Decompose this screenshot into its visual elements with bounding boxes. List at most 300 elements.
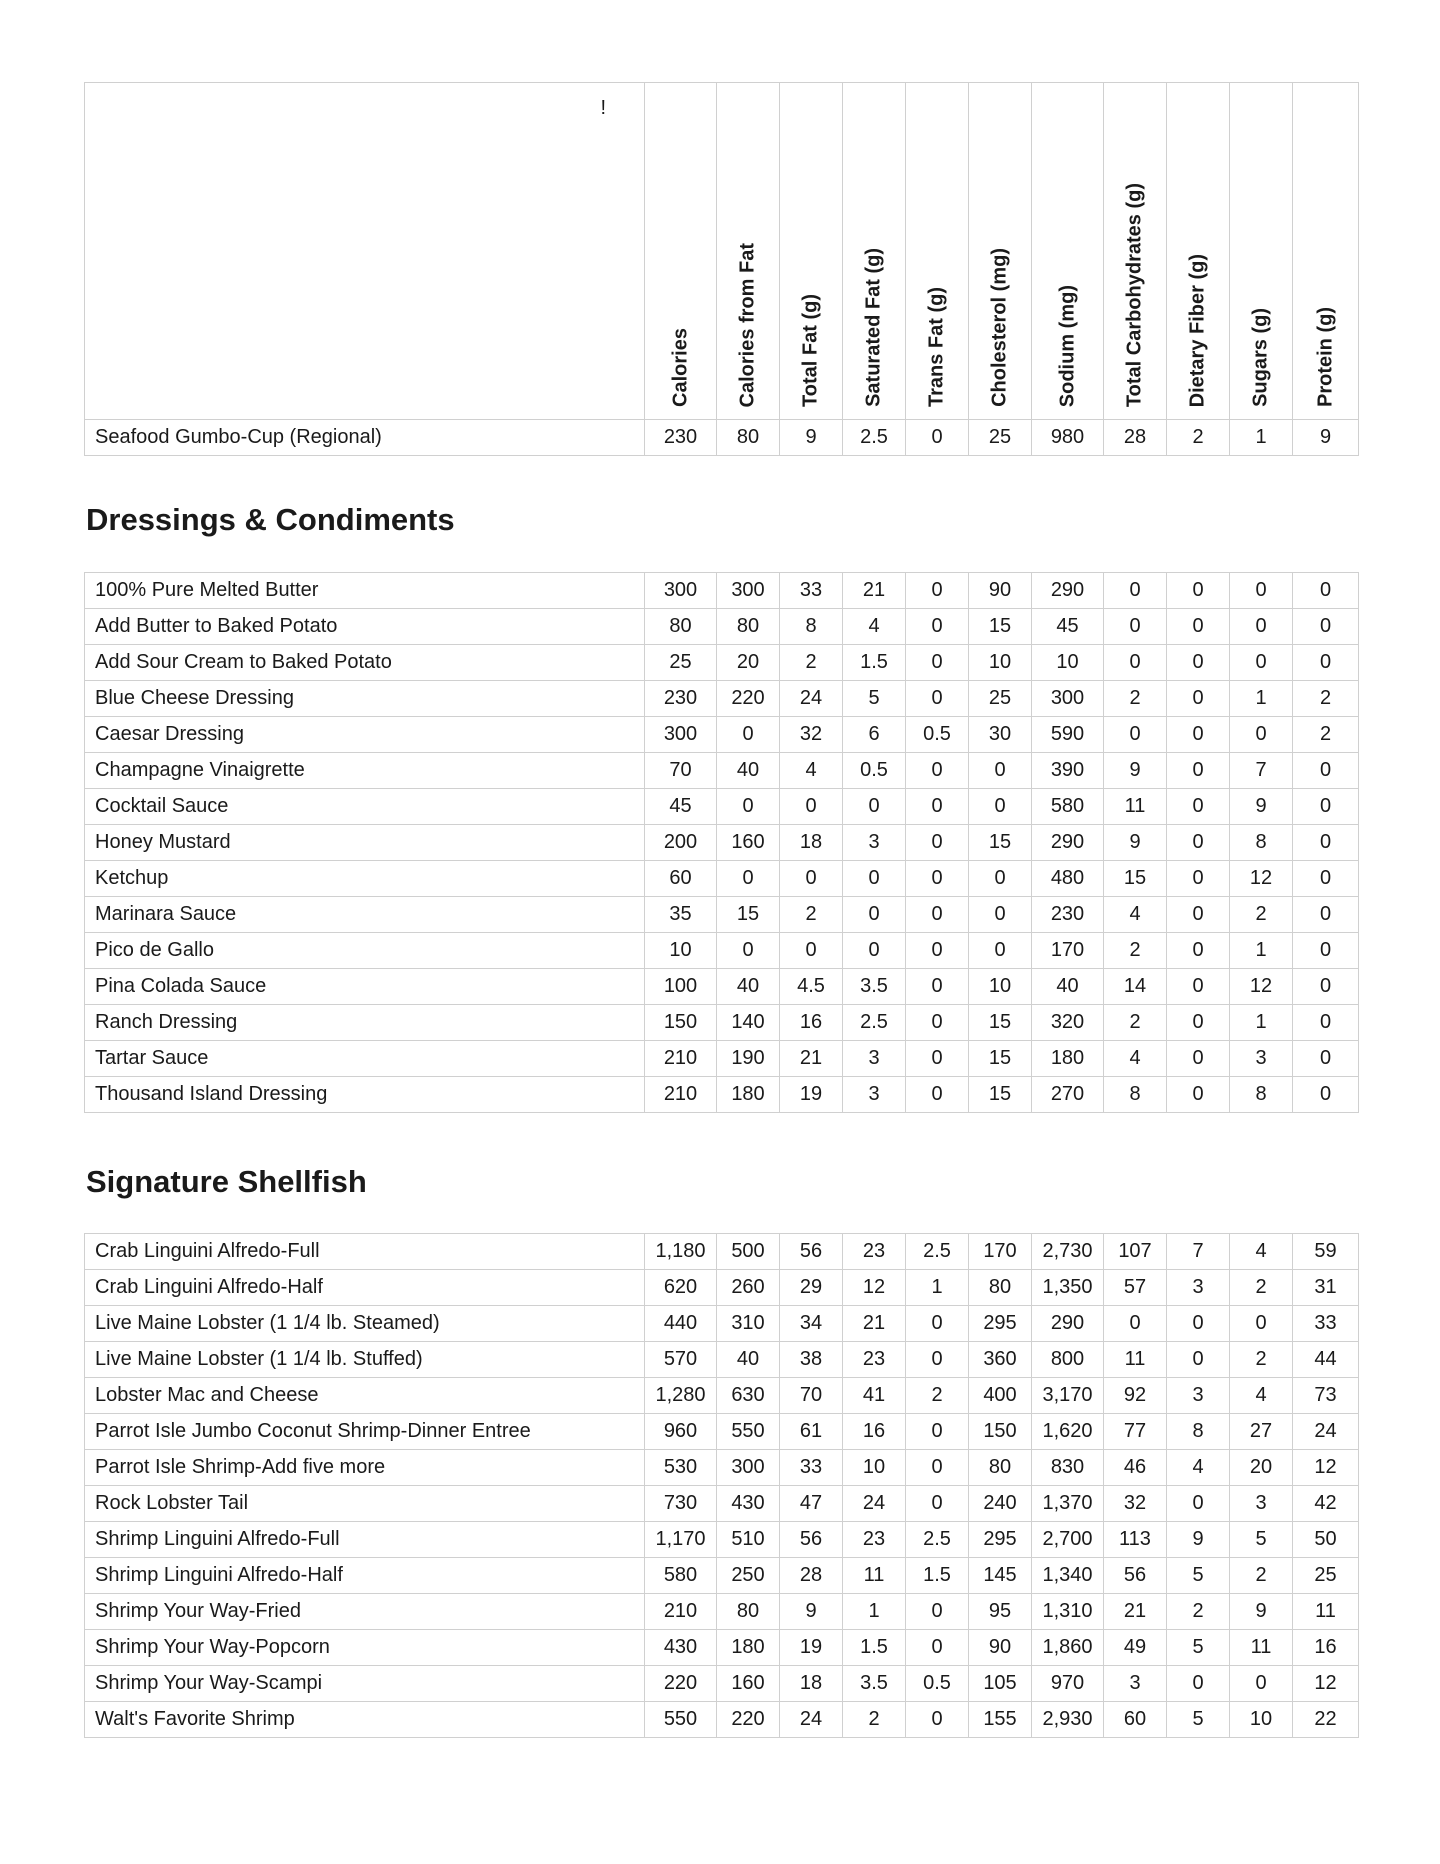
nutrient-value: 10 — [1230, 1702, 1293, 1738]
nutrient-value: 230 — [645, 420, 717, 456]
table-row — [85, 1630, 1359, 1666]
nutrient-value: 2.5 — [906, 1234, 969, 1270]
nutrient-value: 0 — [1293, 1077, 1359, 1113]
nutrient-value: 1 — [843, 1594, 906, 1630]
nutrient-value: 0 — [906, 1594, 969, 1630]
nutrient-value: 1,860 — [1032, 1630, 1104, 1666]
nutrient-value: 8 — [1167, 1414, 1230, 1450]
nutrient-value: 0 — [1167, 1486, 1230, 1522]
nutrient-value: 0 — [1293, 573, 1359, 609]
nutrient-value: 590 — [1032, 717, 1104, 753]
nutrient-value: 2 — [1104, 1005, 1167, 1041]
nutrient-value: 90 — [969, 1630, 1032, 1666]
nutrient-value: 530 — [645, 1450, 717, 1486]
nutrient-value: 270 — [1032, 1077, 1104, 1113]
nutrient-value: 580 — [1032, 789, 1104, 825]
nutrient-value: 0 — [1167, 1077, 1230, 1113]
nutrient-value: 390 — [1032, 753, 1104, 789]
table-row — [85, 969, 1359, 1005]
item-name: Caesar Dressing — [85, 717, 645, 753]
nutrient-value: 1,170 — [645, 1522, 717, 1558]
nutrient-value: 15 — [969, 1041, 1032, 1077]
nutrient-value: 3 — [843, 1041, 906, 1077]
nutrient-value: 360 — [969, 1342, 1032, 1378]
item-name: Cocktail Sauce — [85, 789, 645, 825]
item-name: Ranch Dressing — [85, 1005, 645, 1041]
nutrient-value: 0 — [906, 933, 969, 969]
nutrient-value: 80 — [969, 1270, 1032, 1306]
nutrient-value: 9 — [1167, 1522, 1230, 1558]
nutrient-value: 2 — [1167, 1594, 1230, 1630]
nutrient-value: 10 — [1032, 645, 1104, 681]
nutrient-value: 0 — [1293, 897, 1359, 933]
nutrient-value: 35 — [645, 897, 717, 933]
table-row — [85, 681, 1359, 717]
nutrient-value: 150 — [969, 1414, 1032, 1450]
nutrient-value: 0 — [843, 861, 906, 897]
nutrient-value: 0 — [1230, 609, 1293, 645]
item-name: Marinara Sauce — [85, 897, 645, 933]
nutrient-value: 80 — [645, 609, 717, 645]
nutrient-value: 80 — [717, 1594, 780, 1630]
nutrient-value: 11 — [1104, 789, 1167, 825]
nutrient-value: 980 — [1032, 420, 1104, 456]
table-row — [85, 645, 1359, 681]
item-name: Honey Mustard — [85, 825, 645, 861]
nutrient-value: 3 — [1167, 1270, 1230, 1306]
nutrient-value: 21 — [843, 1306, 906, 1342]
nutrient-value: 56 — [780, 1234, 843, 1270]
table-row — [85, 789, 1359, 825]
column-header-calories: Calories — [645, 83, 717, 420]
nutrient-value: 0 — [1167, 573, 1230, 609]
nutrient-value: 47 — [780, 1486, 843, 1522]
nutrient-value: 1 — [1230, 933, 1293, 969]
nutrient-value: 300 — [717, 1450, 780, 1486]
nutrient-value: 430 — [717, 1486, 780, 1522]
nutrient-value: 56 — [1104, 1558, 1167, 1594]
nutrient-value: 0 — [906, 825, 969, 861]
nutrient-value: 4 — [1104, 1041, 1167, 1077]
nutrient-value: 49 — [1104, 1630, 1167, 1666]
column-header-cholesterol: Cholesterol (mg) — [969, 83, 1032, 420]
nutrient-value: 0 — [1167, 609, 1230, 645]
nutrient-value: 92 — [1104, 1378, 1167, 1414]
nutrient-value: 4 — [780, 753, 843, 789]
section-title-dressings: Dressings & Condiments — [86, 502, 455, 537]
nutrient-value: 5 — [1167, 1558, 1230, 1594]
nutrient-value: 45 — [645, 789, 717, 825]
nutrient-value: 2 — [780, 645, 843, 681]
nutrient-value: 0 — [1293, 933, 1359, 969]
nutrient-value: 4 — [843, 609, 906, 645]
nutrient-value: 440 — [645, 1306, 717, 1342]
nutrient-value: 2,930 — [1032, 1702, 1104, 1738]
nutrient-value: 3 — [1230, 1486, 1293, 1522]
nutrient-value: 0 — [969, 897, 1032, 933]
nutrient-value: 59 — [1293, 1234, 1359, 1270]
nutrient-value: 9 — [1230, 789, 1293, 825]
nutrient-value: 4.5 — [780, 969, 843, 1005]
nutrient-value: 1,340 — [1032, 1558, 1104, 1594]
nutrient-value: 70 — [780, 1378, 843, 1414]
nutrient-value: 295 — [969, 1306, 1032, 1342]
item-name: Champagne Vinaigrette — [85, 753, 645, 789]
nutrient-value: 200 — [645, 825, 717, 861]
nutrient-value: 12 — [843, 1270, 906, 1306]
nutrient-value: 2 — [843, 1702, 906, 1738]
nutrient-value: 38 — [780, 1342, 843, 1378]
nutrient-value: 630 — [717, 1378, 780, 1414]
nutrient-value: 310 — [717, 1306, 780, 1342]
nutrient-value: 11 — [1230, 1630, 1293, 1666]
nutrient-value: 0 — [717, 717, 780, 753]
table-row — [85, 1450, 1359, 1486]
nutrient-value: 0 — [1167, 681, 1230, 717]
nutrient-value: 57 — [1104, 1270, 1167, 1306]
nutrient-value: 50 — [1293, 1522, 1359, 1558]
nutrient-value: 12 — [1293, 1666, 1359, 1702]
nutrient-value: 8 — [1230, 1077, 1293, 1113]
nutrient-value: 160 — [717, 1666, 780, 1702]
nutrient-value: 1.5 — [843, 645, 906, 681]
nutrient-value: 60 — [1104, 1702, 1167, 1738]
nutrient-value: 2 — [1230, 897, 1293, 933]
nutrient-value: 21 — [780, 1041, 843, 1077]
table-row — [85, 1005, 1359, 1041]
nutrient-value: 300 — [645, 573, 717, 609]
nutrient-value: 46 — [1104, 1450, 1167, 1486]
nutrient-value: 12 — [1230, 969, 1293, 1005]
table-row — [85, 609, 1359, 645]
nutrient-value: 28 — [780, 1558, 843, 1594]
nutrient-value: 23 — [843, 1342, 906, 1378]
nutrient-value: 1.5 — [843, 1630, 906, 1666]
nutrient-value: 7 — [1167, 1234, 1230, 1270]
nutrient-value: 500 — [717, 1234, 780, 1270]
nutrient-value: 0 — [906, 969, 969, 1005]
nutrient-value: 170 — [969, 1234, 1032, 1270]
nutrient-value: 29 — [780, 1270, 843, 1306]
nutrient-value: 0 — [1293, 969, 1359, 1005]
nutrient-value: 100 — [645, 969, 717, 1005]
nutrient-value: 145 — [969, 1558, 1032, 1594]
nutrient-value: 15 — [717, 897, 780, 933]
nutrient-value: 300 — [645, 717, 717, 753]
nutrient-value: 4 — [1167, 1450, 1230, 1486]
item-name: Tartar Sauce — [85, 1041, 645, 1077]
dressings-table-body — [85, 573, 1359, 1113]
nutrient-value: 0 — [1293, 825, 1359, 861]
nutrient-value: 105 — [969, 1666, 1032, 1702]
nutrient-value: 0 — [969, 789, 1032, 825]
table-row — [85, 1342, 1359, 1378]
nutrient-value: 60 — [645, 861, 717, 897]
nutrient-value: 16 — [843, 1414, 906, 1450]
nutrient-value: 0 — [1167, 1666, 1230, 1702]
nutrient-value: 27 — [1230, 1414, 1293, 1450]
nutrient-value: 24 — [780, 681, 843, 717]
table-row — [85, 1077, 1359, 1113]
table-row — [85, 1594, 1359, 1630]
nutrient-value: 2,730 — [1032, 1234, 1104, 1270]
item-name: Shrimp Your Way-Fried — [85, 1594, 645, 1630]
nutrient-value: 19 — [780, 1630, 843, 1666]
nutrient-value: 2 — [1104, 681, 1167, 717]
nutrient-value: 4 — [1230, 1234, 1293, 1270]
nutrient-value: 550 — [645, 1702, 717, 1738]
nutrient-value: 0 — [1167, 897, 1230, 933]
table-row — [85, 1666, 1359, 1702]
nutrient-value: 0 — [1167, 825, 1230, 861]
nutrient-value: 220 — [645, 1666, 717, 1702]
nutrient-value: 25 — [969, 420, 1032, 456]
nutrient-value: 0 — [780, 933, 843, 969]
nutrient-value: 300 — [1032, 681, 1104, 717]
nutrient-value: 44 — [1293, 1342, 1359, 1378]
nutrient-value: 16 — [780, 1005, 843, 1041]
table-row — [85, 1306, 1359, 1342]
nutrient-value: 6 — [843, 717, 906, 753]
nutrient-value: 80 — [969, 1450, 1032, 1486]
nutrient-value: 15 — [969, 1077, 1032, 1113]
nutrient-value: 3 — [1230, 1041, 1293, 1077]
nutrient-value: 0 — [906, 1077, 969, 1113]
nutrient-value: 1,310 — [1032, 1594, 1104, 1630]
table-row — [85, 1234, 1359, 1270]
nutrient-value: 0 — [1293, 1041, 1359, 1077]
nutrient-value: 1 — [1230, 681, 1293, 717]
nutrient-value: 3 — [1167, 1378, 1230, 1414]
nutrient-value: 61 — [780, 1414, 843, 1450]
nutrient-value: 0 — [1167, 969, 1230, 1005]
nutrient-value: 1 — [1230, 1005, 1293, 1041]
nutrient-value: 113 — [1104, 1522, 1167, 1558]
item-name: Walt's Favorite Shrimp — [85, 1702, 645, 1738]
nutrient-value: 0 — [1167, 1041, 1230, 1077]
item-name: Parrot Isle Jumbo Coconut Shrimp-Dinner Entree — [85, 1414, 645, 1450]
nutrient-value: 0 — [906, 1450, 969, 1486]
table-row — [85, 1558, 1359, 1594]
header-corner-cell — [85, 83, 645, 420]
nutrient-value: 150 — [645, 1005, 717, 1041]
nutrient-value: 10 — [969, 969, 1032, 1005]
nutrient-value: 2 — [1293, 717, 1359, 753]
nutrient-value: 21 — [843, 573, 906, 609]
nutrient-value: 240 — [969, 1486, 1032, 1522]
nutrient-value: 2.5 — [843, 420, 906, 456]
nutrient-value: 23 — [843, 1522, 906, 1558]
nutrient-value: 33 — [780, 573, 843, 609]
nutrient-value: 0 — [1104, 645, 1167, 681]
nutrient-value: 9 — [1104, 753, 1167, 789]
nutrient-value: 0 — [1104, 1306, 1167, 1342]
nutrient-value: 0 — [906, 1041, 969, 1077]
column-header-total-carbohydrates: Total Carbohydrates (g) — [1104, 83, 1167, 420]
nutrient-value: 230 — [645, 681, 717, 717]
item-name: Pina Colada Sauce — [85, 969, 645, 1005]
nutrient-value: 8 — [1104, 1077, 1167, 1113]
nutrient-value: 2 — [1293, 681, 1359, 717]
item-name: Thousand Island Dressing — [85, 1077, 645, 1113]
nutrient-value: 31 — [1293, 1270, 1359, 1306]
nutrient-value: 80 — [717, 420, 780, 456]
nutrient-value: 25 — [969, 681, 1032, 717]
nutrient-value: 0 — [906, 645, 969, 681]
nutrient-value: 28 — [1104, 420, 1167, 456]
item-name: Rock Lobster Tail — [85, 1486, 645, 1522]
nutrient-value: 160 — [717, 825, 780, 861]
item-name: Blue Cheese Dressing — [85, 681, 645, 717]
item-name: Add Butter to Baked Potato — [85, 609, 645, 645]
nutrient-value: 11 — [1104, 1342, 1167, 1378]
nutrient-value: 0 — [1230, 645, 1293, 681]
nutrient-value: 210 — [645, 1041, 717, 1077]
nutrient-value: 2 — [1230, 1342, 1293, 1378]
nutrient-value: 0 — [969, 861, 1032, 897]
nutrient-value: 24 — [1293, 1414, 1359, 1450]
nutrient-value: 16 — [1293, 1630, 1359, 1666]
nutrient-value: 0 — [1104, 573, 1167, 609]
nutrient-value: 19 — [780, 1077, 843, 1113]
nutrient-value: 0 — [1104, 609, 1167, 645]
item-name: 100% Pure Melted Butter — [85, 573, 645, 609]
nutrient-value: 0 — [1167, 861, 1230, 897]
nutrient-value: 300 — [717, 573, 780, 609]
nutrient-value: 8 — [780, 609, 843, 645]
nutrient-value: 0 — [1293, 753, 1359, 789]
nutrient-value: 9 — [1293, 420, 1359, 456]
nutrient-value: 9 — [780, 1594, 843, 1630]
nutrient-value: 220 — [717, 681, 780, 717]
nutrient-value: 0 — [906, 1306, 969, 1342]
nutrient-value: 1,350 — [1032, 1270, 1104, 1306]
table-row — [85, 861, 1359, 897]
column-header-saturated-fat: Saturated Fat (g) — [843, 83, 906, 420]
nutrient-value: 1 — [906, 1270, 969, 1306]
table-row — [85, 1041, 1359, 1077]
item-name: Lobster Mac and Cheese — [85, 1378, 645, 1414]
table-row — [85, 825, 1359, 861]
nutrient-value: 80 — [717, 609, 780, 645]
nutrient-value: 0 — [1167, 1342, 1230, 1378]
nutrient-value: 0.5 — [906, 717, 969, 753]
table-row — [85, 897, 1359, 933]
nutrient-value: 20 — [1230, 1450, 1293, 1486]
nutrient-value: 320 — [1032, 1005, 1104, 1041]
nutrient-value: 1,180 — [645, 1234, 717, 1270]
nutrient-value: 0 — [780, 789, 843, 825]
item-name: Pico de Gallo — [85, 933, 645, 969]
nutrient-value: 32 — [780, 717, 843, 753]
nutrient-value: 30 — [969, 717, 1032, 753]
nutrient-value: 0 — [906, 681, 969, 717]
nutrient-value: 180 — [1032, 1041, 1104, 1077]
nutrient-value: 5 — [1230, 1522, 1293, 1558]
nutrient-value: 90 — [969, 573, 1032, 609]
nutrient-value: 0 — [906, 1342, 969, 1378]
nutrient-value: 0 — [1167, 717, 1230, 753]
nutrient-value: 2.5 — [843, 1005, 906, 1041]
nutrient-value: 3 — [843, 825, 906, 861]
nutrient-value: 1 — [1230, 420, 1293, 456]
nutrient-value: 45 — [1032, 609, 1104, 645]
nutrient-value: 4 — [1104, 897, 1167, 933]
nutrient-value: 400 — [969, 1378, 1032, 1414]
nutrient-value: 5 — [1167, 1630, 1230, 1666]
nutrient-value: 2,700 — [1032, 1522, 1104, 1558]
nutrient-value: 0 — [1293, 645, 1359, 681]
nutrient-value: 0 — [1230, 1306, 1293, 1342]
nutrient-value: 5 — [1167, 1702, 1230, 1738]
item-name: Shrimp Your Way-Popcorn — [85, 1630, 645, 1666]
nutrient-value: 0 — [1230, 573, 1293, 609]
nutrient-value: 0 — [906, 1414, 969, 1450]
nutrient-value: 0 — [1293, 609, 1359, 645]
nutrient-value: 3.5 — [843, 969, 906, 1005]
nutrient-value: 0 — [1167, 753, 1230, 789]
table-row — [85, 1270, 1359, 1306]
nutrient-value: 33 — [1293, 1306, 1359, 1342]
nutrient-value: 7 — [1230, 753, 1293, 789]
nutrient-value: 0 — [906, 1486, 969, 1522]
nutrient-value: 2.5 — [906, 1522, 969, 1558]
nutrient-value: 14 — [1104, 969, 1167, 1005]
nutrient-value: 510 — [717, 1522, 780, 1558]
nutrient-value: 42 — [1293, 1486, 1359, 1522]
table-row — [85, 573, 1359, 609]
nutrient-value: 155 — [969, 1702, 1032, 1738]
nutrient-value: 0 — [1167, 1306, 1230, 1342]
nutrient-value: 8 — [1230, 825, 1293, 861]
nutrient-value: 23 — [843, 1234, 906, 1270]
nutrient-value: 620 — [645, 1270, 717, 1306]
nutrient-value: 180 — [717, 1630, 780, 1666]
nutrient-value: 0 — [843, 933, 906, 969]
section-title-shellfish: Signature Shellfish — [86, 1164, 367, 1199]
nutrient-value: 260 — [717, 1270, 780, 1306]
nutrient-value: 1,280 — [645, 1378, 717, 1414]
nutrient-value: 970 — [1032, 1666, 1104, 1702]
nutrient-value: 0 — [717, 933, 780, 969]
item-name: Live Maine Lobster (1 1/4 lb. Stuffed) — [85, 1342, 645, 1378]
nutrient-value: 0 — [906, 573, 969, 609]
nutrient-value: 0 — [1104, 717, 1167, 753]
table-row — [85, 420, 1359, 456]
nutrient-value: 18 — [780, 1666, 843, 1702]
nutrient-value: 33 — [780, 1450, 843, 1486]
nutrient-value: 210 — [645, 1594, 717, 1630]
header-mark: ! — [600, 97, 606, 119]
nutrient-value: 0 — [717, 861, 780, 897]
nutrient-value: 580 — [645, 1558, 717, 1594]
nutrient-value: 0 — [1293, 1005, 1359, 1041]
column-header-sodium: Sodium (mg) — [1032, 83, 1104, 420]
column-header-trans-fat: Trans Fat (g) — [906, 83, 969, 420]
nutrient-value: 15 — [969, 825, 1032, 861]
table-row — [85, 717, 1359, 753]
nutrient-value: 24 — [843, 1486, 906, 1522]
nutrient-value: 34 — [780, 1306, 843, 1342]
nutrient-value: 830 — [1032, 1450, 1104, 1486]
item-name: Shrimp Your Way-Scampi — [85, 1666, 645, 1702]
nutrient-value: 0.5 — [843, 753, 906, 789]
nutrient-value: 1,620 — [1032, 1414, 1104, 1450]
nutrient-value: 250 — [717, 1558, 780, 1594]
nutrient-value: 0 — [906, 1630, 969, 1666]
nutrient-value: 550 — [717, 1414, 780, 1450]
item-name: Crab Linguini Alfredo-Full — [85, 1234, 645, 1270]
